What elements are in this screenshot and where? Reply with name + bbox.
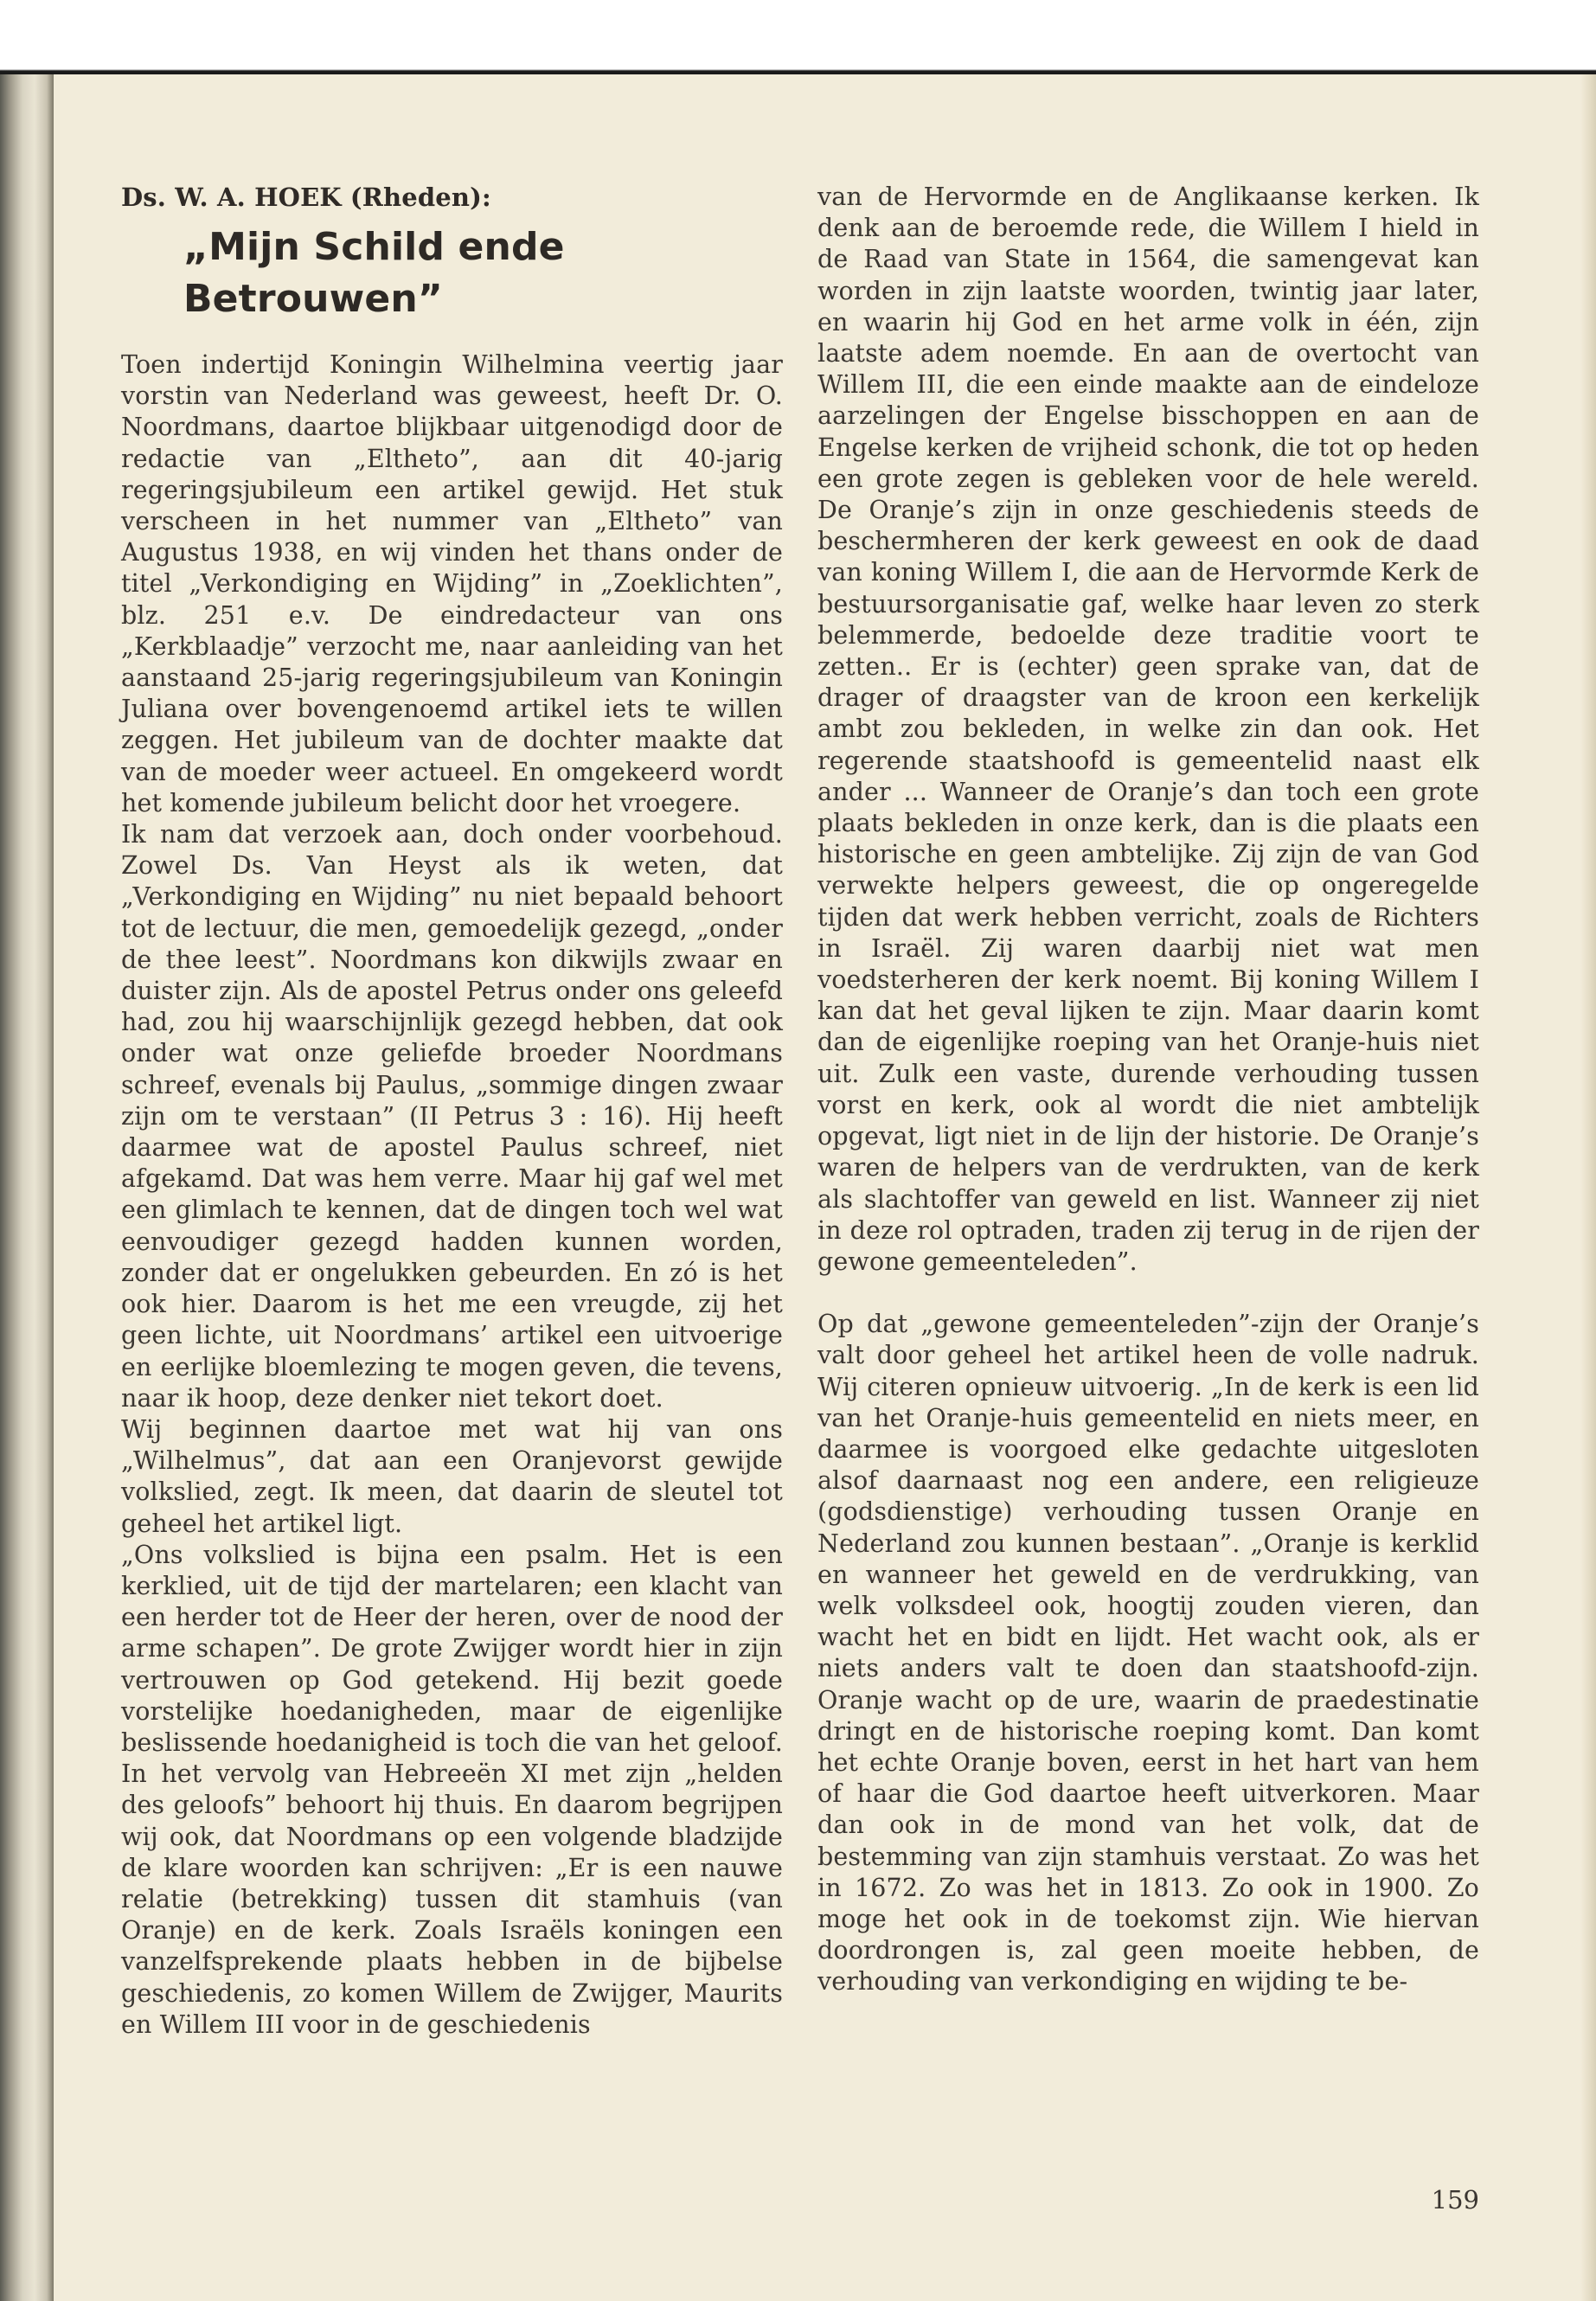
- left-column: [121, 182, 783, 2041]
- paragraph: Wij beginnen daartoe met wat hij van ons „Wilhelmus”, dat aan een Oranjevorst gewijde volkslied, zegt. Ik meen, dat daarin de sleutel tot geheel het artikel ligt.: [121, 1414, 783, 1538]
- paragraph: Ik nam dat verzoek aan, doch onder voorbehoud. Zowel Ds. Van Heyst als ik weten, dat „Verkondiging en Wijding” nu niet bepaald behoort tot de lectuur, die men, gemoedelijk gezegd, „onder de thee leest”. Noordmans kon dikwijls zwaar en duister zijn. Als de apostel Petrus onder ons geleefd had, zou hij waarschijnlijk gezegd hebben, dat ook onder wat onze geliefde broeder Noordmans schreef, evenals bij Paulus, „sommige dingen zwaar zijn om te verstaan” (II Petrus 3 : 16). Hij heeft daarmee wat de apostel Paulus schreef, niet afgekamd. Dat was hem verre. Maar hij gaf wel met een glimlach te kennen, dat de dingen toch wel wat eenvoudiger gezegd hadden kunnen worden, zonder dat er ongelukken gebeurden. En zó is het ook hier. Daarom is het me een vreugde, zij het geen lichte, uit Noordmans’ artikel een uitvoerige en eerlijke bloemlezing te mogen geven, die tevens, naar ik hoop, deze denker niet tekort doet.: [121, 820, 783, 1413]
- page-edge: [1580, 74, 1596, 2301]
- book-spine: [0, 74, 54, 2301]
- article-author: Ds. W. A. HOEK (Rheden):: [121, 183, 491, 212]
- page-number: 159: [1431, 2185, 1479, 2214]
- paragraph: Op dat „gewone gemeenteleden”-zijn der Oranje’s valt door geheel het artikel heen de volle nadruk. Wij citeren opnieuw uitvoerig. „In de kerk is een lid van het Oranje-huis gemeentelid en niets meer, en daarmee is voorgoed elke gedachte uitgesloten alsof daarnaast nog een andere, een religieuze (godsdienstige) verhouding tussen Oranje en Nederland zou kunnen bestaan”. „Oranje is kerklid en wanneer het geweld en de verdrukking, van welk volksdeel ook, hoogtij zouden vieren, dan wacht het en bidt en lijdt. Het wacht ook, als er niets anders valt te doen dan staatshoofd-zijn. Oranje wacht op de ure, waarin de praedestinatie dringt en de historische roeping komt. Dan komt het echte Oranje boven, eerst in het hart van hem of haar die God daartoe heeft uitverkoren. Maar dan ook in de mond van het volk, dat de bestemming van zijn stamhuis verstaat. Zo was het in 1672. Zo was het in 1813. Zo ook in 1900. Zo moge het ook in de toekomst zijn. Wie hiervan doordrongen is, zal geen moeite hebben, de verhouding van verkondiging en wijding te be-: [817, 1310, 1479, 1997]
- article-title: „Mijn Schild ende Betrouwen”: [183, 225, 565, 321]
- paragraph: Toen indertijd Koningin Wilhelmina veertig jaar vorstin van Nederland was geweest, heeft Dr. O. Noordmans, daartoe blijkbaar uitgenodigd door de redactie van „Eltheto”, aan dit 40-jarig regeringsjubileum een artikel gewijd. Het stuk verscheen in het nummer van „Eltheto” van Augustus 1938, en wij vinden het thans onder de titel „Verkondiging en Wijding” in „Zoeklichten”, blz. 251 e.v. De eindredacteur van ons „Kerkblaadje” verzocht me, naar aanleiding van het aanstaand 25-jarig regeringsjubileum van Koningin Juliana over bovengenoemd artikel iets te willen zeggen. Het jubileum van de dochter maakte dat van de moeder weer actueel. En omgekeerd wordt het komende jubileum belicht door het vroegere.: [121, 350, 783, 817]
- paragraph: van de Hervormde en de Anglikaanse kerken. Ik denk aan de beroemde rede, die Willem I hield in de Raad van State in 1564, die samengevat kan worden in zijn laatste woorden, twintig jaar later, en waarin hij God en het arme volk in één, zijn laatste adem noemde. En aan de overtocht van Willem III, die een einde maakte aan de eindeloze aarzelingen der Engelse bisschoppen en aan de Engelse kerken de vrijheid schonk, die tot op heden een grote zegen is gebleken voor de hele wereld. De Oranje’s zijn in onze geschiedenis steeds de beschermheren der kerk geweest en ook de daad van koning Willem I, die aan de Hervormde Kerk de bestuursorganisatie gaf, welke haar leven zo sterk belemmerde, bedoelde deze traditie voort te zetten.. Er is (echter) geen sprake van, dat de drager of draagster van de kroon een kerkelijk ambt zou bekleden, in welke zin dan ook. Het regerende staatshoofd is gemeentelid naast elk ander ... Wanneer de Oranje’s dan toch een grote plaats bekleden in onze kerk, dan is die plaats een historische en geen ambtelijke. Zij zijn de van God verwekte helpers geweest, die op ongeregelde tijden dat werk hebben verricht, zoals de Richters in Israël. Zij waren daarbij niet wat men voedsterheren der kerk noemt. Bij koning Willem I kan dat het geval lijken te zijn. Maar daarin komt dan de eigenlijke roeping van het Oranje-huis niet uit. Zulk een vaste, durende verhouding tussen vorst en kerk, ook al wordt die niet ambtelijk opgevat, ligt niet in de lijn der historie. De Oranje’s waren de helpers van de verdrukten, van de kerk als slachtoffer van geweld en list. Wanneer zij niet in deze rol optraden, traden zij terug in de rijen der gewone gemeenteleden”.: [817, 183, 1479, 1276]
- right-column: [817, 182, 1479, 1998]
- scan-top-border: [0, 0, 1596, 74]
- paragraph: „Ons volkslied is bijna een psalm. Het is een kerklied, uit de tijd der martelaren; een klacht van een herder tot de Heer der heren, over de nood der arme schapen”. De grote Zwijger wordt hier in zijn vertrouwen op God getekend. Hij bezit goede vorstelijke hoedanigheden, maar de eigenlijke beslissende hoedanigheid is toch die van het geloof. In het vervolg van Hebreeën XI met zijn „helden des geloofs” behoort hij thuis. En daarom begrijpen wij ook, dat Noordmans op een volgende bladzijde de klare woorden kan schrijven: „Er is een nauwe relatie (betrekking) tussen dit stamhuis (van Oranje) en de kerk. Zoals Israëls koningen een vanzelfsprekende plaats hebben in de bijbelse geschiedenis, zo komen Willem de Zwijger, Maurits en Willem III voor in de geschiedenis: [121, 1540, 783, 2039]
